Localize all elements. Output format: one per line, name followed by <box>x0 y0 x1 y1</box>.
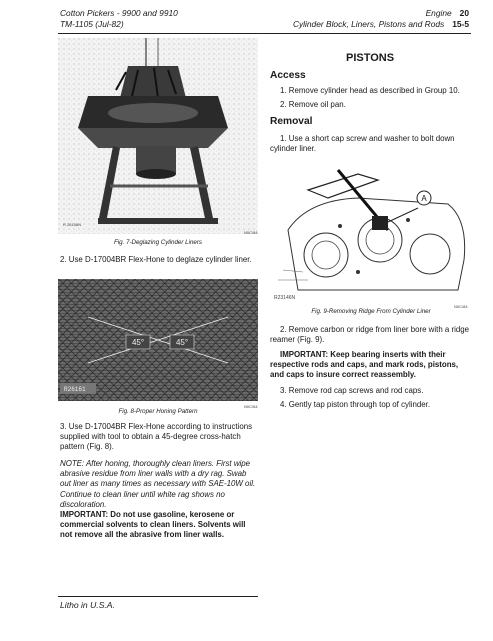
heading-access: Access <box>270 70 306 81</box>
fig7-deglazing-photo <box>58 38 258 234</box>
fig8-side-code: N0C/84 <box>244 404 258 409</box>
section-heading-pistons: PISTONS <box>346 52 395 64</box>
removal-step-3: 3. Remove rod cap screws and rod caps. <box>280 386 424 395</box>
section-number: 20 <box>459 8 469 18</box>
removal-step-1: 1. Use a short cap screw and washer to bolt down cylinder liner. <box>270 134 455 154</box>
access-step-2: 2. Remove oil pan. <box>280 100 346 109</box>
removal-step-4: 4. Gently tap piston through top of cylinder. <box>280 400 431 409</box>
page-number: 15-5 <box>452 19 469 29</box>
footer-litho: Litho in U.S.A. <box>60 600 115 610</box>
fig8-code: R26161 <box>64 386 86 393</box>
fig9-callout-a: A <box>421 194 427 203</box>
heading-removal: Removal <box>270 116 313 127</box>
fig9-ridge-reamer-drawing <box>268 160 474 302</box>
fig7-side-code: N0C/84 <box>244 230 258 235</box>
fig9-code: R23146N <box>274 295 296 301</box>
fig9-side-code: N0C/84 <box>454 304 468 309</box>
step-3-flex-hone: 3. Use D-17004BR Flex-Hone according to instructions supplied with tool to obtain a 45-degree cross-hatch pattern (Fig. 8). <box>60 422 253 452</box>
manual-title: Cotton Pickers - 9900 and 9910 <box>60 8 178 18</box>
removal-step-2: 2. Remove carbon or ridge from liner bore with a ridge reamer (Fig. 9). <box>270 325 470 345</box>
fig7-code: R 26158N <box>63 222 82 227</box>
section-title: Engine <box>425 8 452 18</box>
header-right <box>293 8 469 30</box>
fig8-angle-label-a: 45° <box>131 338 145 347</box>
subsection-title: Cylinder Block, Liners, Pistons and Rods <box>292 19 445 29</box>
note-clean-liners: NOTE: After honing, thoroughly clean liners. First wipe abrasive residue from liner walls with a dry rag. Swab out liner as many times as necessary with SAE-10W oil. Continue to clean liner until white rag shows no discoloration. <box>60 459 256 509</box>
fig8-angle-label-b: 45° <box>175 338 189 347</box>
fig9-caption: Fig. 9-Removing Ridge From Cylinder Liner <box>311 308 431 315</box>
footer-rule <box>58 596 258 597</box>
access-step-1: 1. Remove cylinder head as described in Group 10. <box>280 86 460 95</box>
fig8-caption: Fig. 8-Proper Honing Pattern <box>118 408 198 415</box>
important-bearing-inserts: IMPORTANT: Keep bearing inserts with their respective rods and caps, and mark rods, pistons, and caps to insure correct reassembly. <box>270 350 459 380</box>
manual-code: TM-1105 (Jul-82) <box>60 19 124 29</box>
fig8-honing-pattern-photo <box>58 279 258 401</box>
important-solvents: IMPORTANT: Do not use gasoline, kerosene or commercial solvents to clean liners. Solvents will not remove all the abrasive from liner walls. <box>60 510 246 540</box>
fig7-caption: Fig. 7-Deglazing Cylinder Liners <box>113 239 203 246</box>
header-rule <box>58 33 471 34</box>
step-2-deglaze: 2. Use D-17004BR Flex-Hone to deglaze cylinder liner. <box>60 255 252 264</box>
header-left <box>60 8 178 30</box>
